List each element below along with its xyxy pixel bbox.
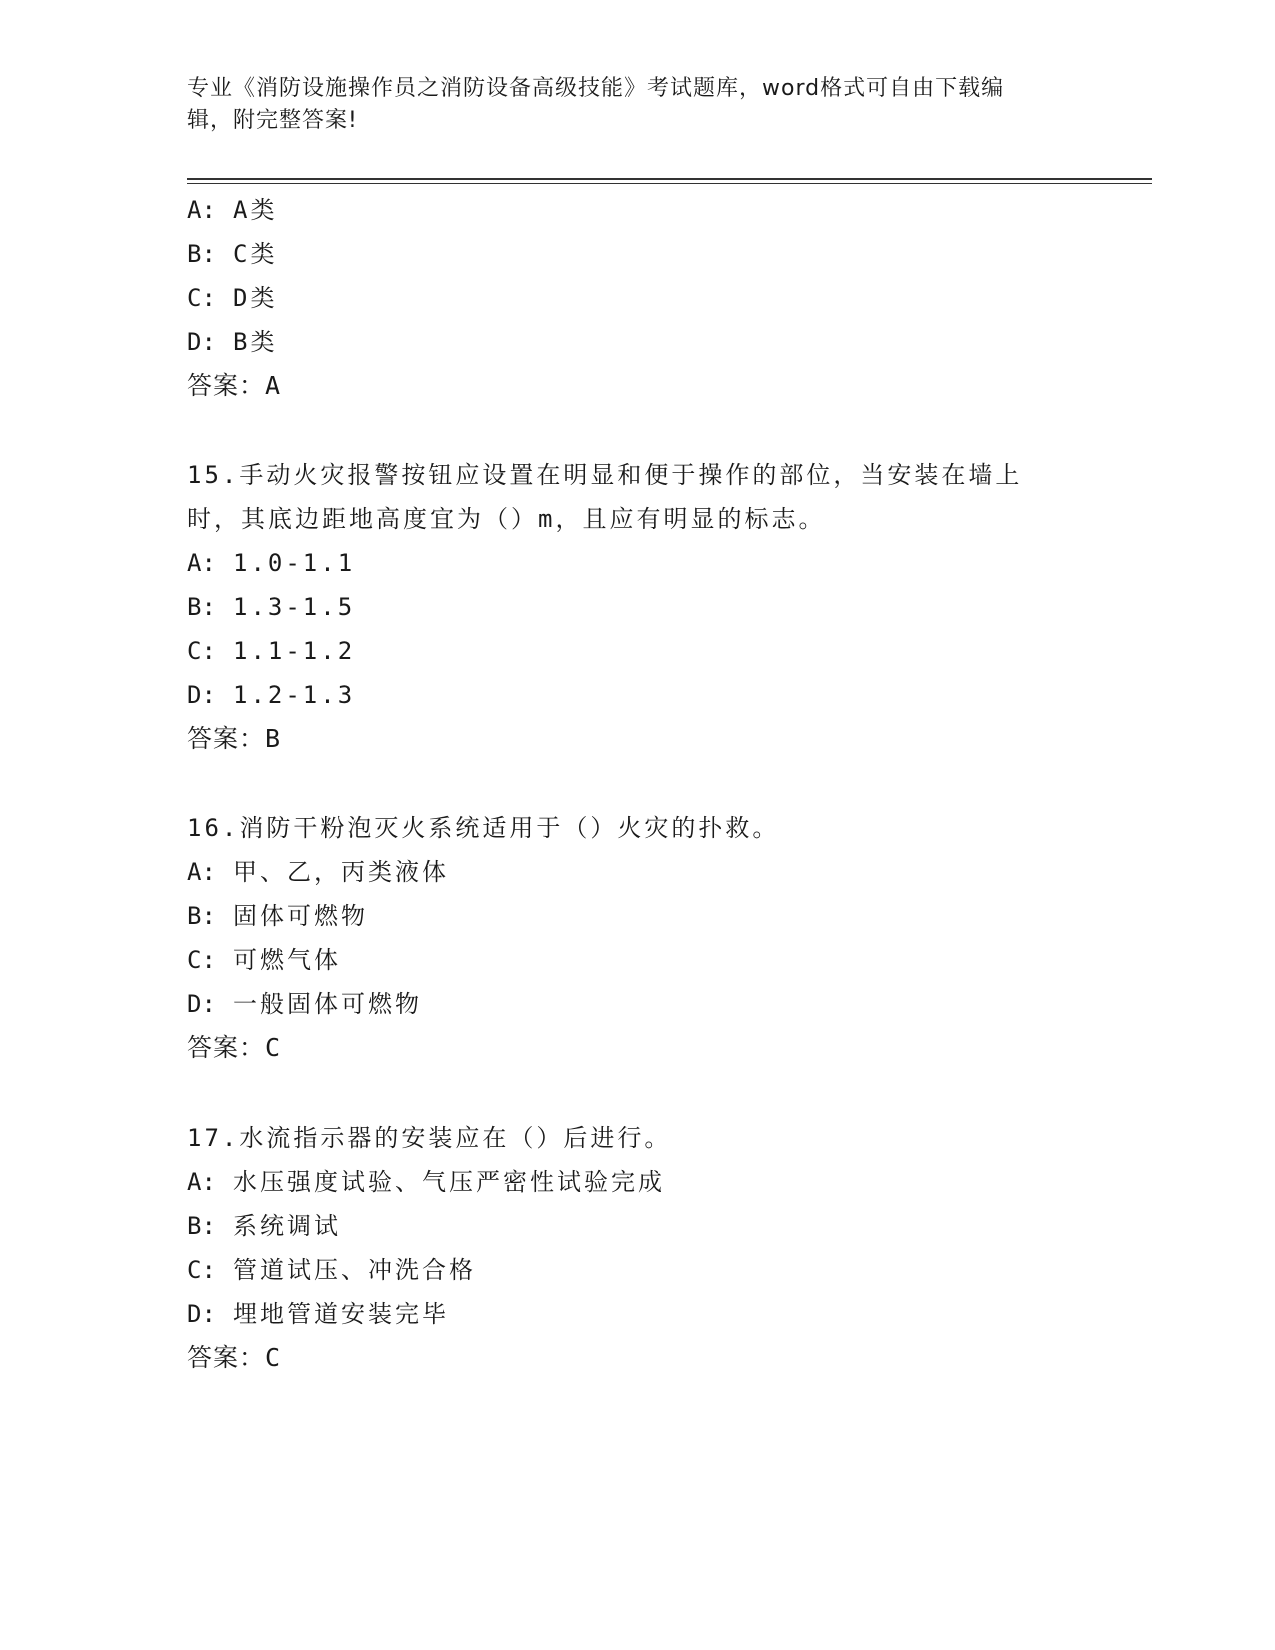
q17-answer: 答案：C: [187, 1343, 282, 1372]
q14-answer: 答案：A: [187, 371, 282, 400]
q16-option-c: C: 可燃气体: [187, 946, 341, 974]
header-note: [187, 73, 1087, 137]
header-divider-thick: [187, 178, 1152, 180]
q15-option-b: B: 1.3-1.5: [187, 593, 356, 621]
q16-stem-line-1: 16.消防干粉泡灭火系统适用于（）火灾的扑救。: [187, 814, 780, 842]
q14-option-b: B: C类: [187, 240, 278, 268]
q15-option-d: D: 1.2-1.3: [187, 681, 356, 709]
q15-stem-line-2: 时，其底边距地高度宜为（）m，且应有明显的标志。: [187, 505, 826, 533]
q17-option-b: B: 系统调试: [187, 1212, 341, 1240]
q17-option-c: C: 管道试压、冲洗合格: [187, 1256, 476, 1284]
q15-option-a: A: 1.0-1.1: [187, 549, 356, 577]
header-line-2: 辑，附完整答案!: [187, 108, 358, 133]
q14-option-c: C: D类: [187, 284, 278, 312]
q15-option-c: C: 1.1-1.2: [187, 637, 356, 665]
q15-answer: 答案：B: [187, 724, 282, 753]
q17-option-d: D: 埋地管道安装完毕: [187, 1300, 449, 1328]
q16-option-d: D: 一般固体可燃物: [187, 990, 422, 1018]
q17-option-a: A: 水压强度试验、气压严密性试验完成: [187, 1168, 665, 1196]
q16-option-b: B: 固体可燃物: [187, 902, 368, 930]
q16-answer: 答案：C: [187, 1033, 282, 1062]
q17-stem-line-1: 17.水流指示器的安装应在（）后进行。: [187, 1124, 672, 1152]
q16-option-a: A: 甲、乙，丙类液体: [187, 858, 449, 886]
q14-option-d: D: B类: [187, 328, 278, 356]
q15-stem-line-1: 15.手动火灾报警按钮应设置在明显和便于操作的部位，当安装在墙上: [187, 461, 1023, 489]
header-divider-thin: [187, 183, 1152, 184]
header-line-1: 专业《消防设施操作员之消防设备高级技能》考试题库，word格式可自由下载编: [187, 76, 1005, 101]
q14-option-a: A: A类: [187, 196, 278, 224]
